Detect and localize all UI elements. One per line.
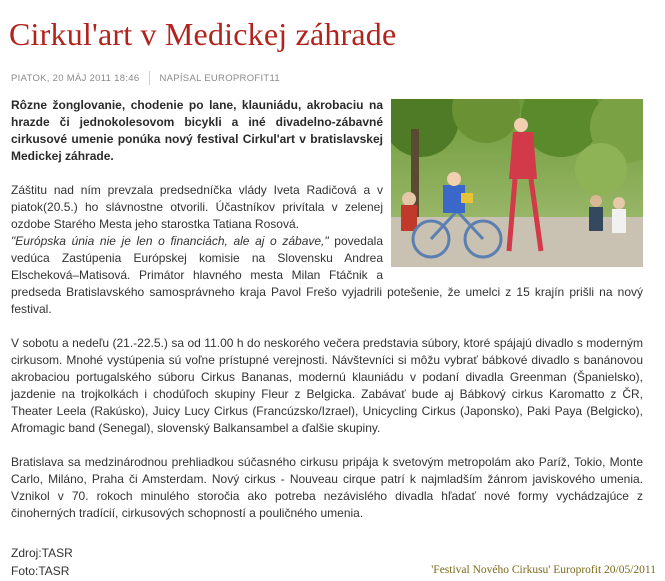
gallery-caption[interactable]: 'Festival Nového Cirkusu' Europrofit 20/05/2011 bbox=[431, 564, 656, 576]
article-body bbox=[11, 97, 643, 522]
article-author: NAPÍSAL EUROPROFIT11 bbox=[159, 72, 280, 84]
article-paragraph-3: Bratislava sa medzinárodnou prehliadkou súčasného cirkusu pripája k svetovým metropolám ako Paríž, Tokio, Monte Carlo, Miláno, Praha či Amsterdam. Nový cirkus - Nouveau cirque patrí k najmladším žánrom javiskového umenia. Vznikol v 70. rokoch minulého storočia ako potreba nezávislého divadla hľadať nové formy vychádzajúce z činoherných tradícií, cirkusových schopností a pouličného umenia. bbox=[11, 455, 643, 520]
photo-illustration bbox=[391, 99, 643, 267]
eu-quote: "Európska únia nie je len o financiách, ale aj o zábave," bbox=[11, 234, 329, 248]
paragraph-1-continuation: povedala vedúca Zastúpenia Európskej komisie na Slovensku Andrea Elscheková–Matisová. Primátor hlavného mesta Milan Ftáčnik a predseda Bratislavského samosprávneho kraja Pavol Frešo vyjadrili potešenie, že umelci z 15 krajín prišli na nový festival. bbox=[11, 234, 643, 316]
meta-divider bbox=[149, 71, 150, 85]
article-title[interactable]: Cirkul'art v Medickej záhrade bbox=[9, 16, 397, 52]
article-date: PIATOK, 20 MÁJ 2011 18:46 bbox=[11, 72, 140, 84]
photo-credit: Foto:TASR bbox=[11, 564, 70, 578]
article-lead: Rôzne žonglovanie, chodenie po lane, klauniádu, akrobaciu na hrazde či jednokolesovom bicykli a iné divadelno-zábavné cirkusové umenie ponúka nový festival Cirkul'art v bratislavskej Medickej záhrade. bbox=[11, 98, 383, 163]
festival-photo[interactable] bbox=[391, 99, 643, 267]
article-paragraph-2: V sobotu a nedeľu (21.-22.5.) sa od 11.00 h do neskorého večera predstavia súbory, ktoré spájajú divadlo s moderným cirkusom. Mnohé vystúpenia sú voľne prístupné verejnosti. Návštevníci si môžu vybrať bábkové divadlo s banánovou akrobaciou portugalského súboru Cirkus Bananas, modernú klauniádu v podaní divadla Greenman (Španielsko), jazdenie na trojkolkách i chodúľoch skupiny Fleur z Belgicka. Zabávať bude aj Bábkový cirkus Karomatto z ČR, Theater Leela (Rakúsko), Juicy Lucy Cirkus (Francúzsko/Izrael), Unicycling Cirkus (Japonsko), Paki Paya (Belgicko), Afromagic band (Senegal), slovenský Balkansambel a ďalšie skupiny. bbox=[11, 336, 643, 435]
article-meta bbox=[11, 71, 280, 85]
article-source bbox=[11, 544, 73, 580]
paragraph-1-text: Záštitu nad ním prevzala predsedníčka vlády Iveta Radičová a v piatok(20.5.) ho slávnostne otvorili. Účastníkov privítala v zelenej ozdobe Starého Mesta jeho starostka Tatiana Rosová. bbox=[11, 183, 383, 231]
source-credit: Zdroj:TASR bbox=[11, 546, 73, 560]
